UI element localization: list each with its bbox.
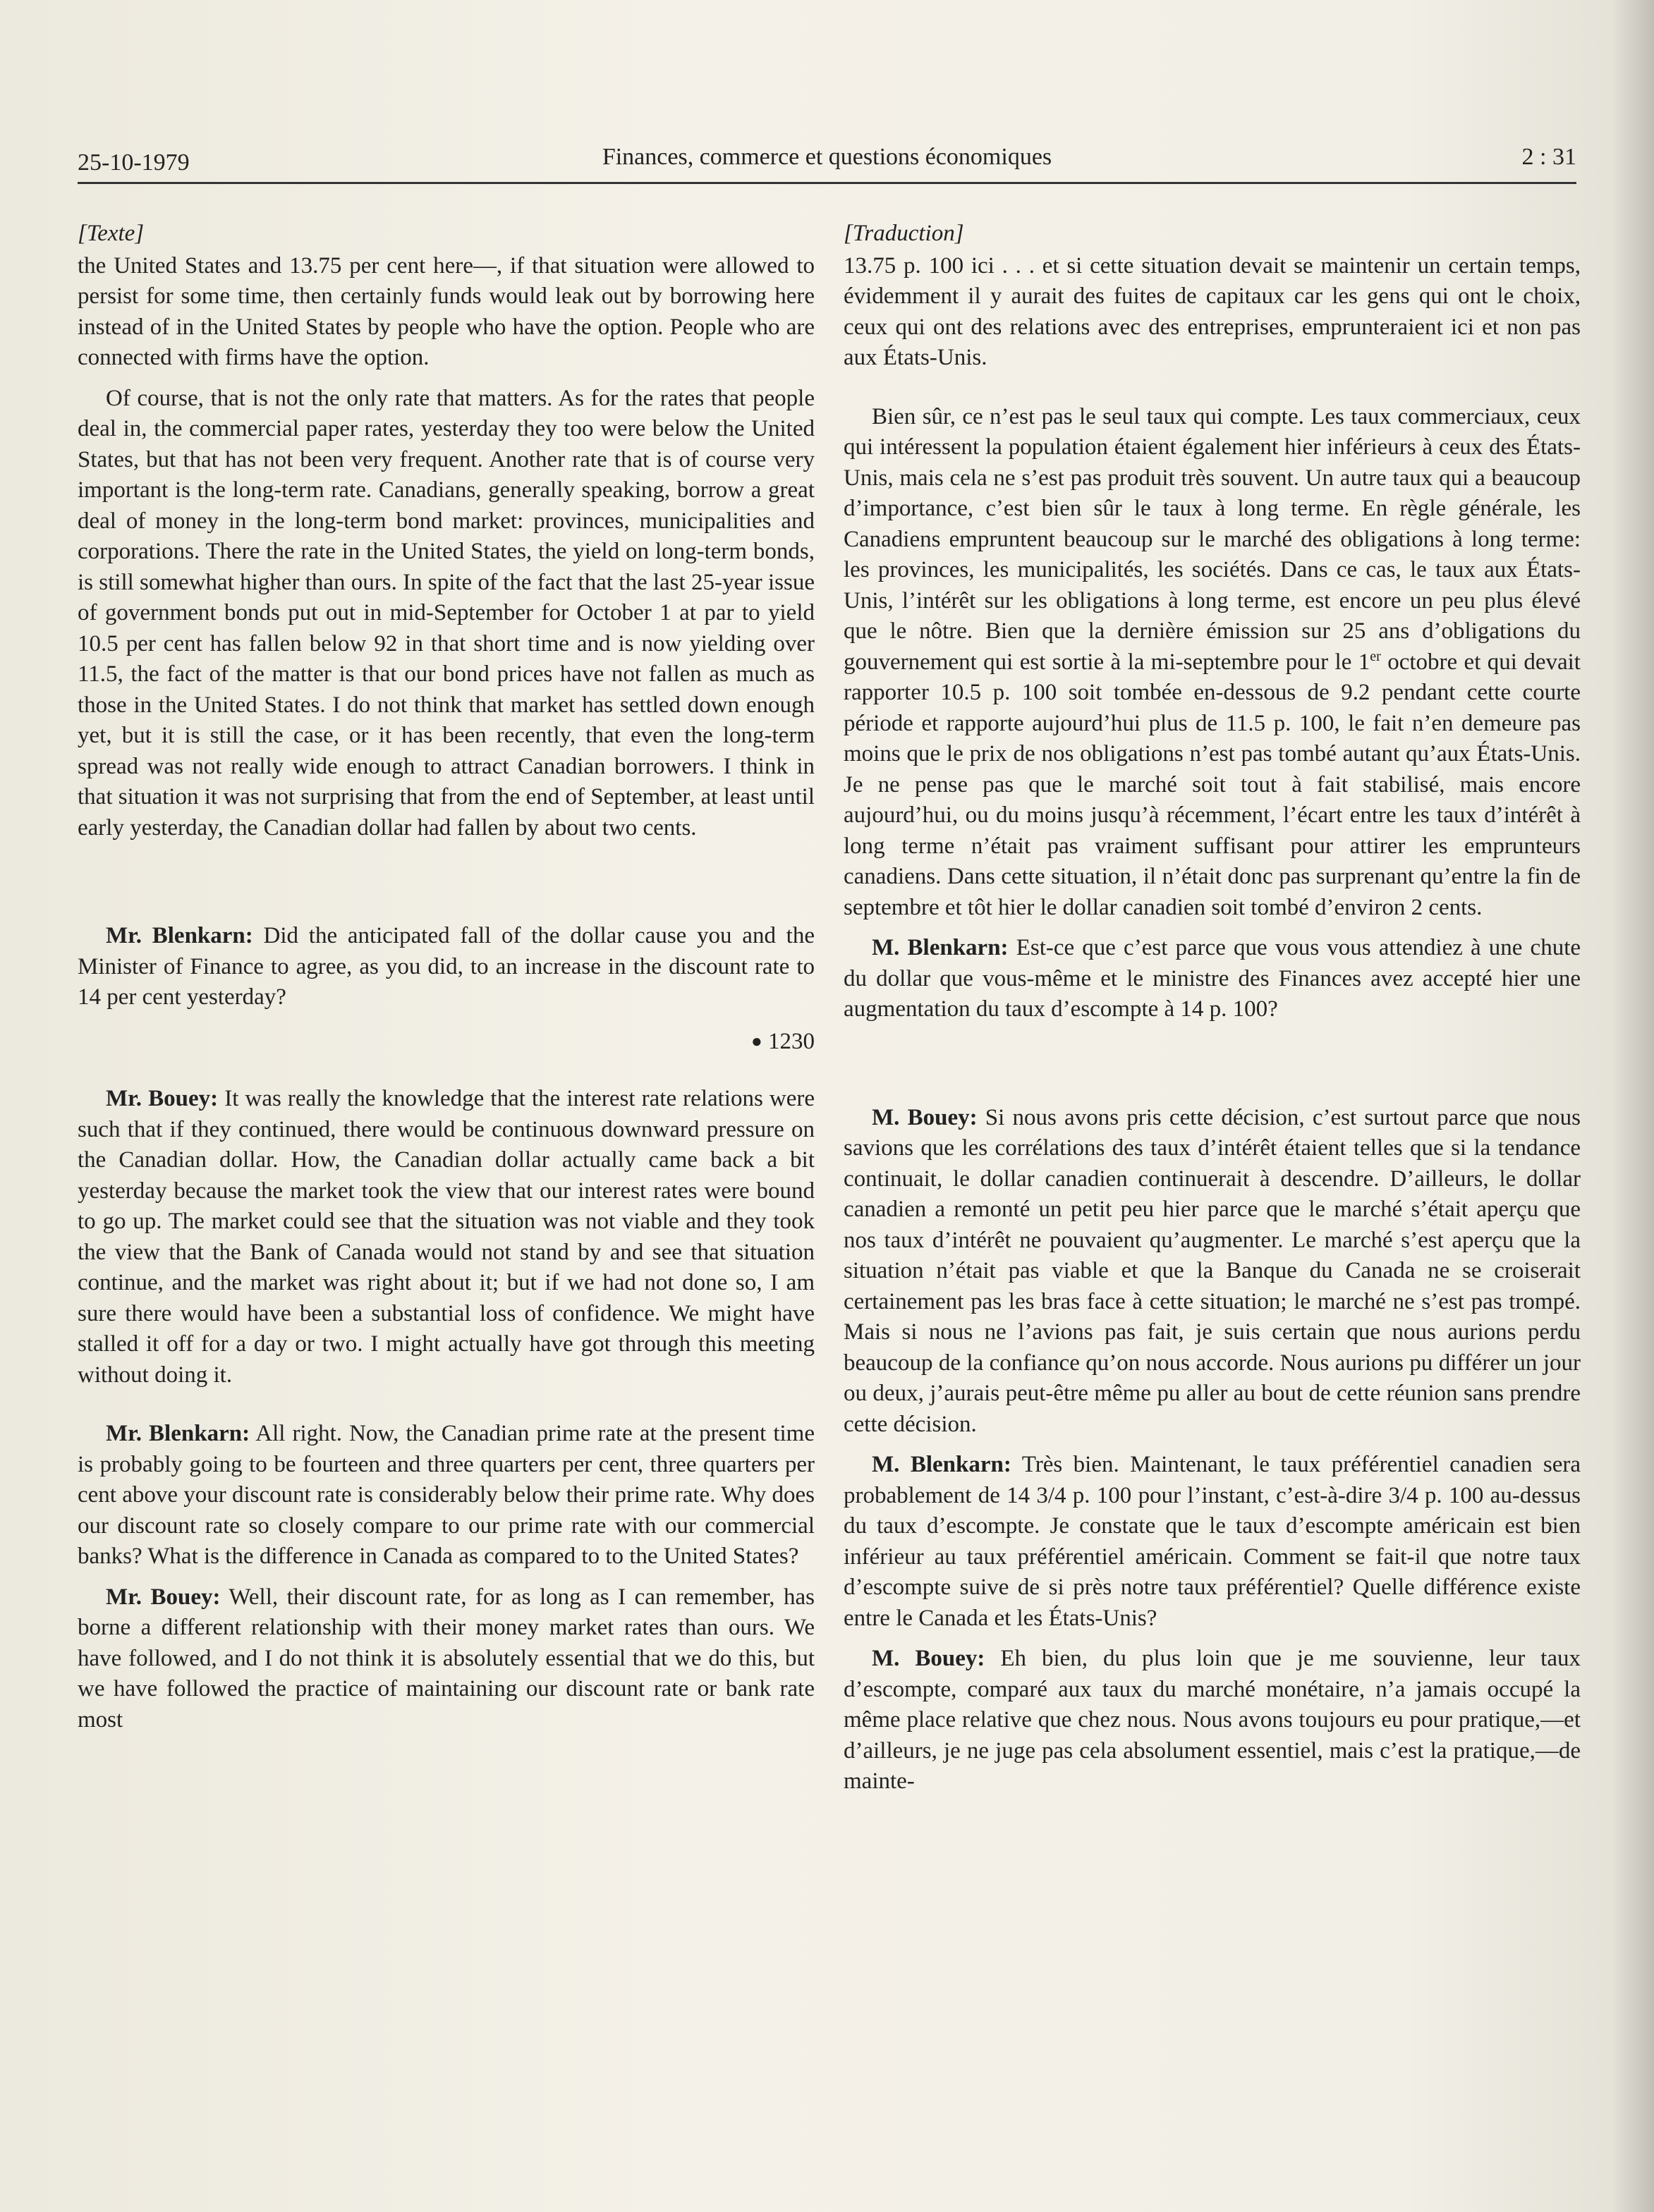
speaker-name: Mr. Blenkarn: [106,1421,250,1446]
speaker-name: Mr. Blenkarn: [106,923,253,948]
paragraph: Mr. Blenkarn: Did the anticipated fall of the dollar cause you and the Minister of Finance to agree, as you did, to an increase in the discount rate to 14 per cent yesterday? [78,923,815,1010]
paragraph: Bien sûr, ce n’est pas le seul taux qui compte. Les taux commerciaux, ceux qui intéressent la population étaient également hier inférieurs à ceux des États-Unis, mais cela ne s’est pas produit très souvent. Un autre taux qui a beaucoup d’importance, c’est bien sûr le taux à long terme. En règle générale, les Canadiens empruntent beaucoup sur le marché des obligations à long terme: les provinces, les municipalités, les sociétés. Dans ce cas, le taux aux États-Unis, l’intérêt sur les obligations à long terme, est encore un peu plus élevé que le nôtre. Bien que la dernière émission sur 25 ans d’obligations du gouvernement qui est sortie à la mi-septembre pour le 1er octobre et qui devait rapporter 10.5 p. 100 soit tombée en-dessous de 9.2 pendant cette courte période et rapporte aujourd’hui plus de 11.5 p. 100, le fait n’en demeure pas moins que le prix de nos obligations n’est pas tombé autant qu’aux États-Unis. Je ne pense pas que le marché soit tout à fait stabilisé, mais encore aujourd’hui, ou du moins jusqu’à récemment, l’écart entre les taux d’intérêt à long terme n’était pas vraiment suffisant pour attirer les emprunteurs canadiens. Dans cette situation, il n’était donc pas surprenant qu’entre la fin de septembre et tôt hier le dollar canadien soit tombé d’environ 2 cents. [844,403,1581,920]
paragraph: M. Bouey: Si nous avons pris cette décision, c’est surtout parce que nous savions que les corrélations des taux d’intérêt étaient telles que si la tendance continuait, le dollar canadien continuerait à descendre. D’ailleurs, le dollar canadien a remonté un petit peu hier parce que le marché s’était aperçu que nos taux d’intérêt ne pouvaient qu’augmenter. Le marché s’est aperçu que la situation n’était pas viable et que la Banque du Canada ne se croiserait certainement pas les bras face à cette situation; le marché ne s’est pas trompé. Mais si nous ne l’avions pas fait, je suis certain que nous aurions perdu beaucoup de la confiance qu’on nous accorde. Nous aurions pu différer un jour ou deux, j’aurais peut-être même pu aller au bout de cette réunion sans prendre cette décision. [844,1104,1581,1437]
column-label: [Traduction] [844,221,964,246]
paragraph: M. Blenkarn: Est-ce que c’est parce que vous vous attendiez à une chute du dollar que vous-même et le ministre des Finances avez accepté hier une augmentation du taux d’escompte à 14 p. 100? [844,935,1581,1022]
paragraph: Mr. Bouey: Well, their discount rate, for as long as I can remember, has borne a different relationship with their money market rates than ours. We have followed, and I do not think it is absolutely essential that we do this, but we have followed the practice of maintaining our discount rate or bank rate most [78,1584,815,1733]
french-column [844,219,1581,1797]
paragraph: the United States and 13.75 per cent here—, if that situation were allowed to persist for some time, then certainly funds would leak out by borrowing here instead of in the United States by people who have the option. People who are connected with firms have the option. [78,252,815,370]
speaker-name: Mr. Bouey: [106,1086,219,1111]
paragraph: Mr. Blenkarn: All right. Now, the Canadian prime rate at the present time is probably going to be fourteen and three quarters per cent, three quarters per cent above your discount rate is considerably below their prime rate. Why does our discount rate so closely compare to our prime rate with our commercial banks? What is the difference in Canada as compared to to the United States? [78,1421,815,1569]
header-page-number: 2 : 31 [1521,144,1576,170]
time-marker: ● 1230 [751,1028,815,1054]
header-title: Finances, commerce et questions économiques [602,144,1052,170]
english-column [78,219,815,1735]
paragraph: Of course, that is not the only rate that matters. As for the rates that people deal in, the commercial paper rates, yesterday they too were below the United States, but that has not been very frequent. Another rate that is of course very important is the long-term rate. Canadians, generally speaking, borrow a great deal of money in the long-term bond market: provinces, municipalities and corporations. There the rate in the United States, the yield on long-term bonds, is still somewhat higher than ours. In spite of the fact that the last 25-year issue of government bonds put out in mid-September for October 1 at par to yield 10.5 per cent has fallen below 92 in that short time and is now yielding over 11.5, the fact of the matter is that our bond prices have not fallen as much as those in the United States. I do not think that market has settled down enough yet, but it is still the case, or it has been recently, that even the long-term spread was not really wide enough to attract Canadian borrowers. I think in that situation it was not surprising that from the end of September, at least until early yesterday, the Canadian dollar had fallen by about two cents. [78,385,815,841]
speaker-name: M. Bouey: [872,1104,978,1130]
header-rule [78,182,1576,184]
paragraph: Mr. Bouey: It was really the knowledge that the interest rate relations were such that if they continued, there would be continuous downward pressure on the Canadian dollar. How, the Canadian dollar actually came back a bit yesterday because the market took the view that our interest rates were bound to go up. The market could see that the situation was not viable and they took the view that the Bank of Canada would not stand by and see that situation continue, and the market was right about it; but if we had not done so, I am sure there would have been a substantial loss of confidence. We might have stalled it off for a day or two. I might actually have got through this meeting without doing it. [78,1086,815,1388]
speaker-name: M. Blenkarn: [872,935,1009,960]
running-header [78,141,1576,183]
speaker-name: M. Bouey: [872,1646,985,1671]
speaker-name: Mr. Bouey: [106,1584,221,1610]
paragraph: M. Bouey: Eh bien, du plus loin que je me souvienne, leur taux d’escompte, comparé aux taux du marché monétaire, n’a jamais occupé la même place relative que chez nous. Nous avons toujours eu pour pratique,—et d’ailleurs, je ne juge pas cela absolument essentiel, mais c’est la pratique,—de mainte- [844,1646,1581,1794]
speaker-name: M. Blenkarn: [872,1452,1011,1477]
header-date: 25-10-1979 [78,149,190,176]
column-label: [Texte] [78,221,145,246]
bullet-icon: ● [751,1030,762,1051]
paragraph: M. Blenkarn: Très bien. Maintenant, le taux préférentiel canadien sera probablement de 14 3/4 p. 100 pour l’instant, c’est-à-dire 3/4 p. 100 au-dessus du taux d’escompte. Je constate que le taux d’escompte américain est bien inférieur au taux préférentiel américain. Comment se fait-il que notre taux d’escompte suive de si près notre taux préférentiel? Quelle différence existe entre le Canada et les États-Unis? [844,1452,1581,1631]
paragraph: 13.75 p. 100 ici . . . et si cette situation devait se maintenir un certain temps, évidemment il y aurait des fuites de capitaux car les gens qui ont le choix, ceux qui ont des relations avec des entreprises, emprunteraient ici et non pas aux États-Unis. [844,252,1581,370]
page-edge-shadow [1612,0,1654,2212]
